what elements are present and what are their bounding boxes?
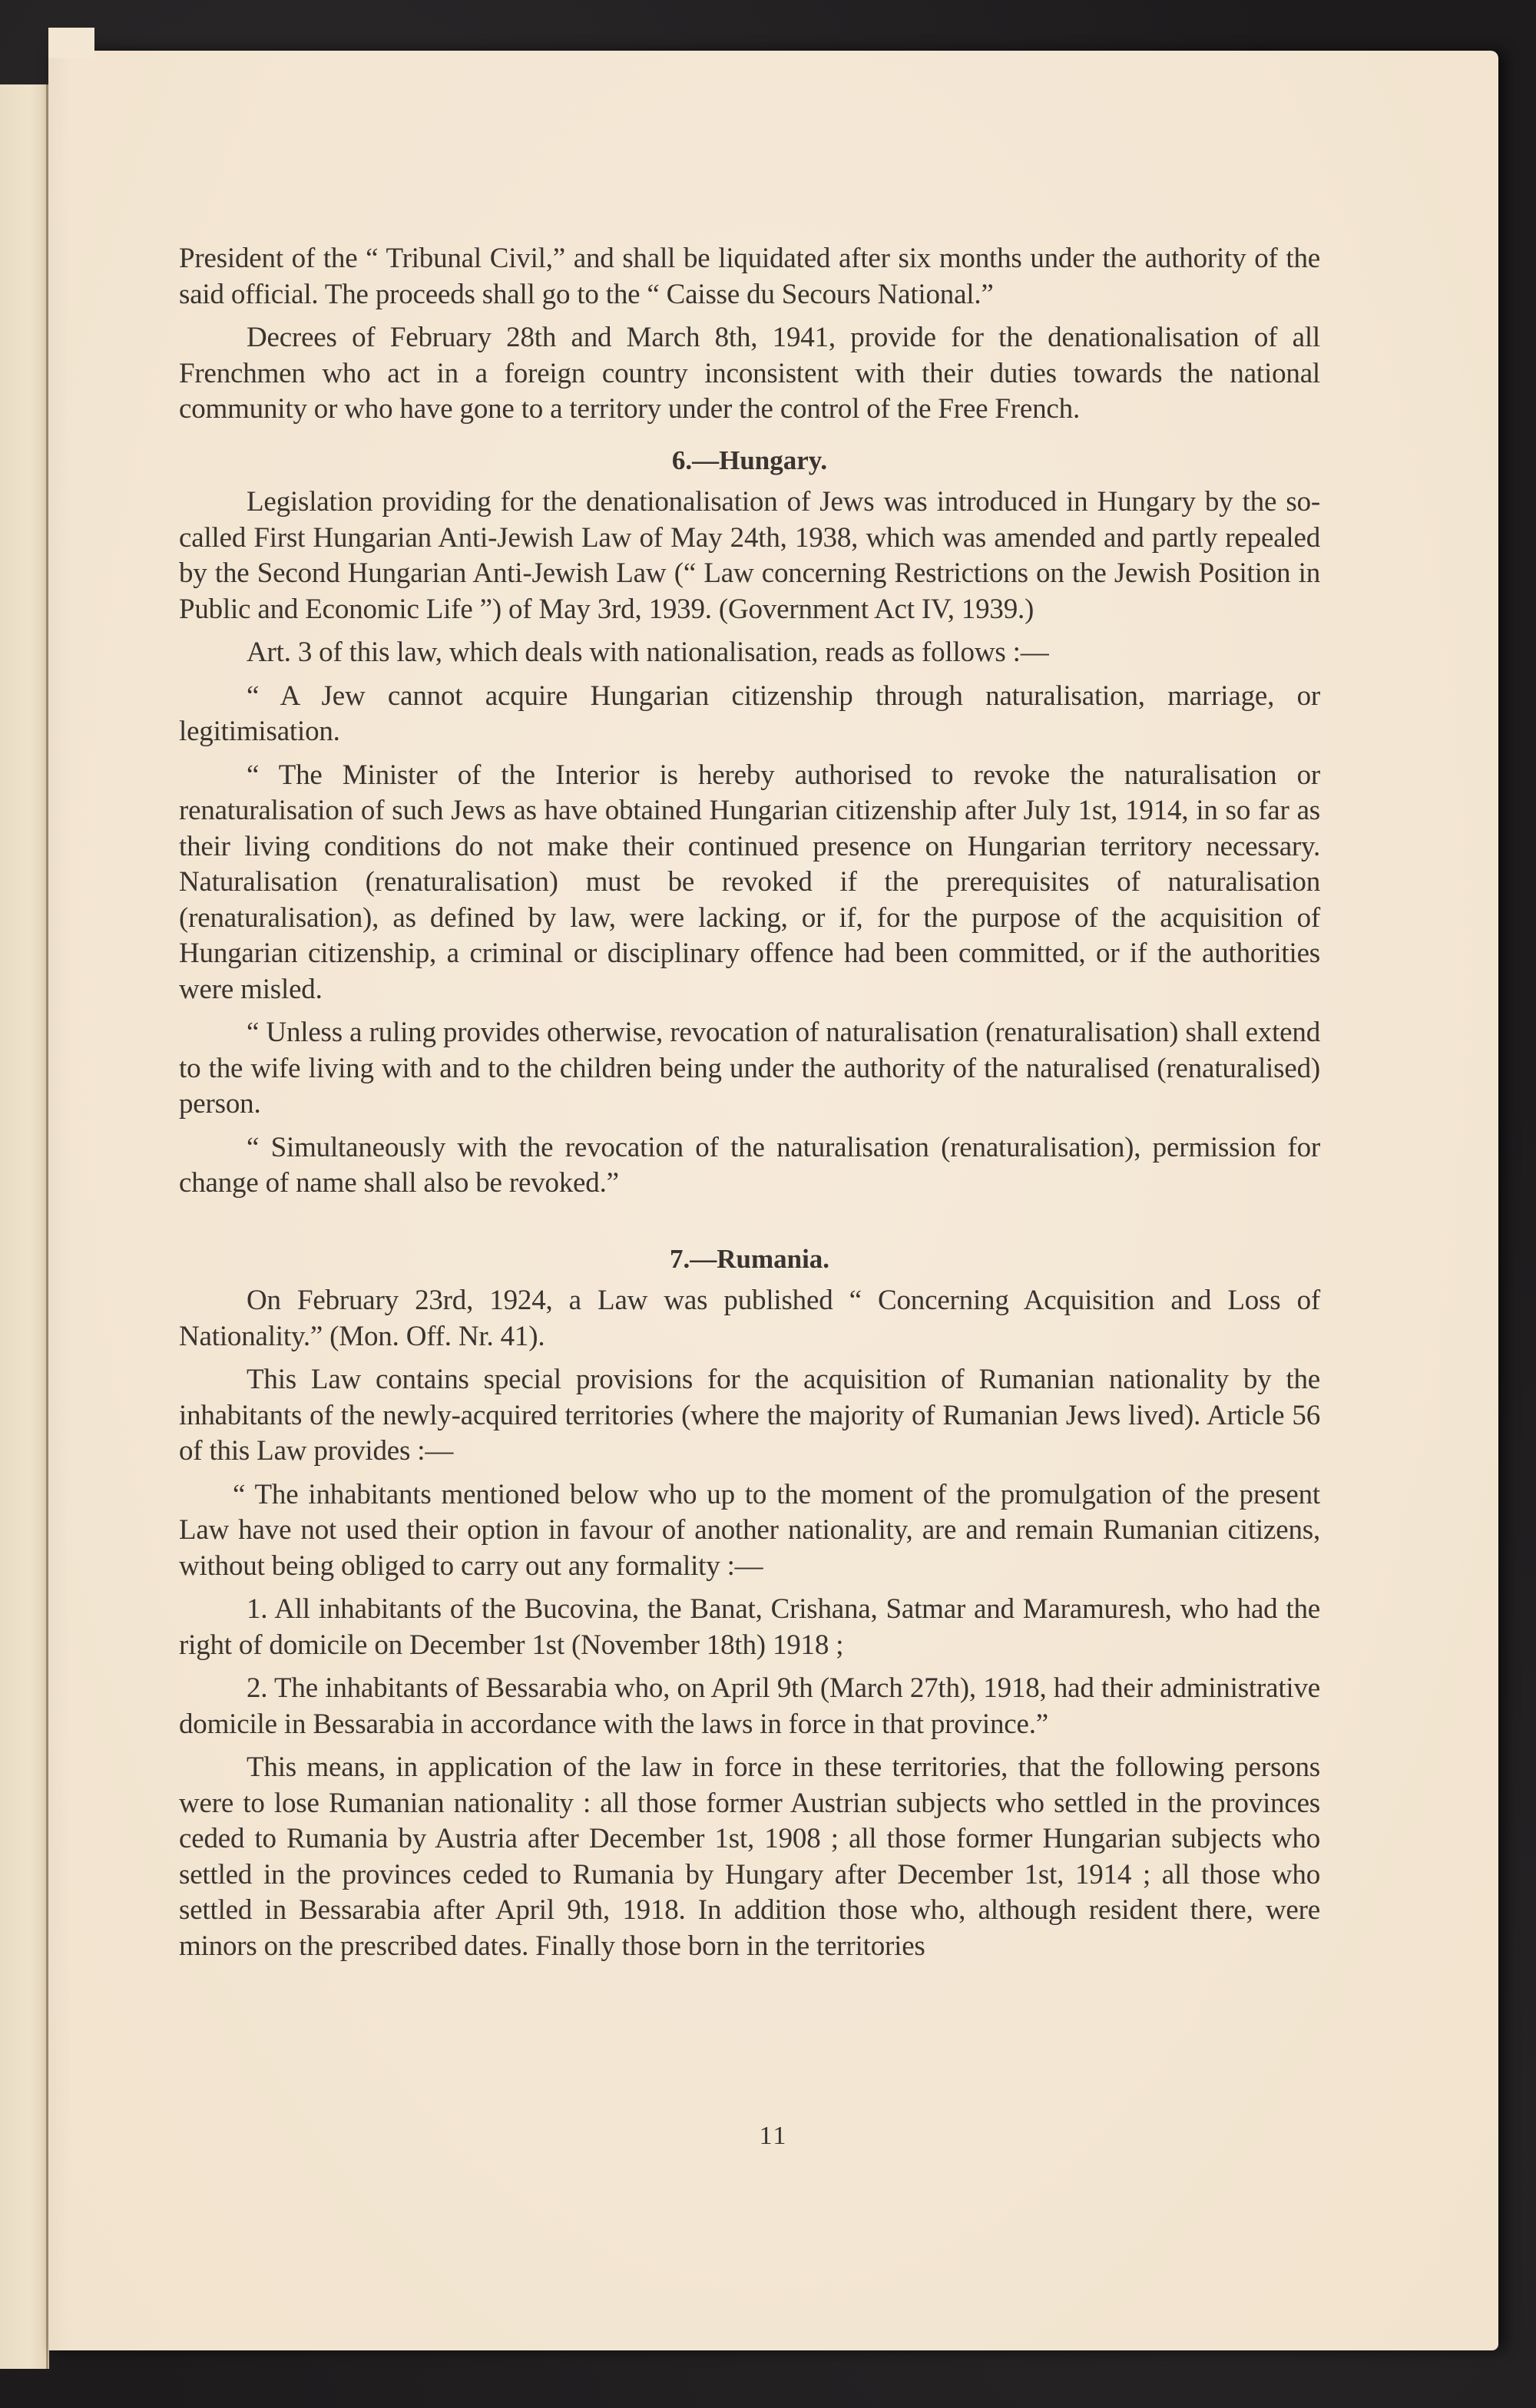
paragraph-rumania-law: On February 23rd, 1924, a Law was published “ Concerning Acquisition and Loss of Nationality.” (Mon. Off. Nr. 41). (179, 1285, 1320, 1352)
paragraph-rumania-provisions: This Law contains special provisions for the acquisition of Rumanian nationality by the inhabitants of the newly-acquired territories (where the majority of Rumanian Jews lived). Article 56 of this Law provides :— (179, 1364, 1320, 1467)
page-number: 11 (759, 2122, 788, 2150)
list-item-1: 1. All inhabitants of the Bucovina, the Banat, Crishana, Satmar and Maramuresh, who had the right of domicile on December 1st (November 18th) 1918 ; (179, 1593, 1320, 1661)
quote-hungary-1: “ A Jew cannot acquire Hungarian citizenship through naturalisation, marriage, or legitimisation. (179, 680, 1320, 747)
paragraph-hungary-art3: Art. 3 of this law, which deals with nationalisation, reads as follows :— (247, 637, 1049, 668)
document-page (48, 51, 1498, 2350)
quote-hungary-4: “ Simultaneously with the revocation of the naturalisation (renaturalisation), permission for change of name shall also be revoked.” (179, 1131, 1320, 1199)
quote-rumania-article56: “ The inhabitants mentioned below who up to the moment of the promulgation of the present Law have not used their option in favour of another nationality, are and remain Rumanian citizens, without being obliged to carry out any formality :— (179, 1478, 1320, 1582)
quote-hungary-3: “ Unless a ruling provides otherwise, revocation of naturalisation (renaturalisation) shall extend to the wife living with and to the children being under the authority of the naturalised (renaturalised) person. (179, 1017, 1320, 1120)
section-heading-hungary: 6.—Hungary. (671, 445, 828, 475)
text-column (179, 241, 1320, 1972)
paragraph-decrees: Decrees of February 28th and March 8th, 1941, provide for the denationalisation of all Frenchmen who act in a foreign country inconsistent with their duties towards the national community or who have gone to a territory under the control of the Free French. (179, 322, 1320, 425)
facing-page-edge (0, 84, 49, 2369)
section-heading-rumania: 7.—Rumania. (669, 1243, 830, 1274)
paragraph-continuation: President of the “ Tribunal Civil,” and shall be liquidated after six months under the authority of the said official. The proceeds shall go to the “ Caisse du Secours National.” (179, 243, 1320, 310)
list-item-2: 2. The inhabitants of Bessarabia who, on April 9th (March 27th), 1918, had their administrative domicile in Bessarabia in accordance with the laws in force in that province.” (179, 1672, 1320, 1740)
quote-hungary-2: “ The Minister of the Interior is hereby authorised to revoke the naturalisation or renaturalisation of such Jews as have obtained Hungarian citizenship after July 1st, 1914, in so far as their living conditions do not make their continued presence on Hungarian territory necessary. Naturalisation (renaturalisation) must be revoked if the prerequisites of naturalisation (renaturalisation), as defined by law, were lacking, or if, for the purpose of the acquisition of Hungarian citizenship, a criminal or disciplinary offence had been committed, or if the authorities were misled. (179, 759, 1320, 1005)
paragraph-rumania-meaning: This means, in application of the law in force in these territories, that the following persons were to lose Rumanian nationality : all those former Austrian subjects who settled in the provinces ceded to Rumania by Austria after December 1st, 1908 ; all those former Hungarian subjects who settled in the provinces ceded to Rumania by Hungary after December 1st, 1914 ; all those who settled in Bessarabia after April 9th, 1918. In addition those who, although resident there, were minors on the prescribed dates. Finally those born in the territories (179, 1751, 1320, 1962)
paragraph-hungary-legislation: Legislation providing for the denationalisation of Jews was introduced in Hungary by the so-called First Hungarian Anti-Jewish Law of May 24th, 1938, which was amended and partly repealed by the Second Hungarian Anti-Jewish Law (“ Law concerning Restrictions on the Jewish Position in Public and Economic Life ”) of May 3rd, 1939. (Government Act IV, 1939.) (179, 486, 1320, 625)
